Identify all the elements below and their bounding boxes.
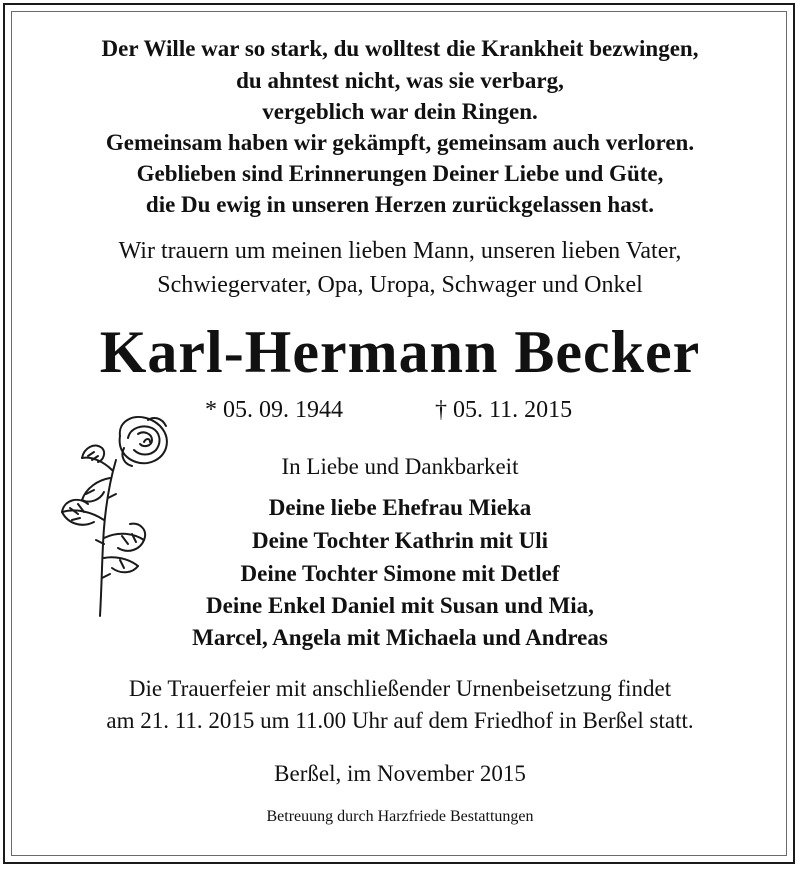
verse-line-6: die Du ewig in unseren Herzen zurückgelassen hast. <box>145 192 655 217</box>
deceased-name: Karl-Hermann Becker <box>99 319 701 385</box>
intro-line-2: Schwiegervater, Opa, Uropa, Schwager und Onkel <box>157 272 643 298</box>
verse-line-1: Der Wille war so stark, du wolltest die Krankheit bezwingen, <box>101 36 699 61</box>
family-line-5: Marcel, Angela mit Michaela und Andreas <box>192 625 608 650</box>
verse-line-5: Geblieben sind Erinnerungen Deiner Liebe und Güte, <box>136 161 664 186</box>
verse-line-4: Gemeinsam haben wir gekämpft, gemeinsam auch verloren. <box>105 130 695 155</box>
family-line-3: Deine Tochter Simone mit Detlef <box>240 561 560 586</box>
death-date: † 05. 11. 2015 <box>435 397 573 423</box>
undertaker-line: Betreuung durch Harzfriede Bestattungen <box>266 808 534 825</box>
verse-line-3: vergeblich war dein Ringen. <box>262 99 538 124</box>
family-line-4: Deine Enkel Daniel mit Susan und Mia, <box>206 593 594 618</box>
thanks-line: In Liebe und Dankbarkeit <box>281 454 519 479</box>
family-line-2: Deine Tochter Kathrin mit Uli <box>251 528 548 553</box>
family-line-1: Deine liebe Ehefrau Mieka <box>268 495 532 520</box>
place-date: Berßel, im November 2015 <box>274 761 526 786</box>
intro-line-1: Wir trauern um meinen lieben Mann, unseren lieben Vater, <box>118 238 682 264</box>
verse-line-2: du ahntest nicht, was sie verbarg, <box>236 68 564 93</box>
service-info-line-1: Die Trauerfeier mit anschließender Urnenbeisetzung findet <box>128 676 672 701</box>
service-info-line-2: am 21. 11. 2015 um 11.00 Uhr auf dem Friedhof in Berßel statt. <box>106 708 694 733</box>
birth-date: * 05. 09. 1944 <box>205 397 343 423</box>
